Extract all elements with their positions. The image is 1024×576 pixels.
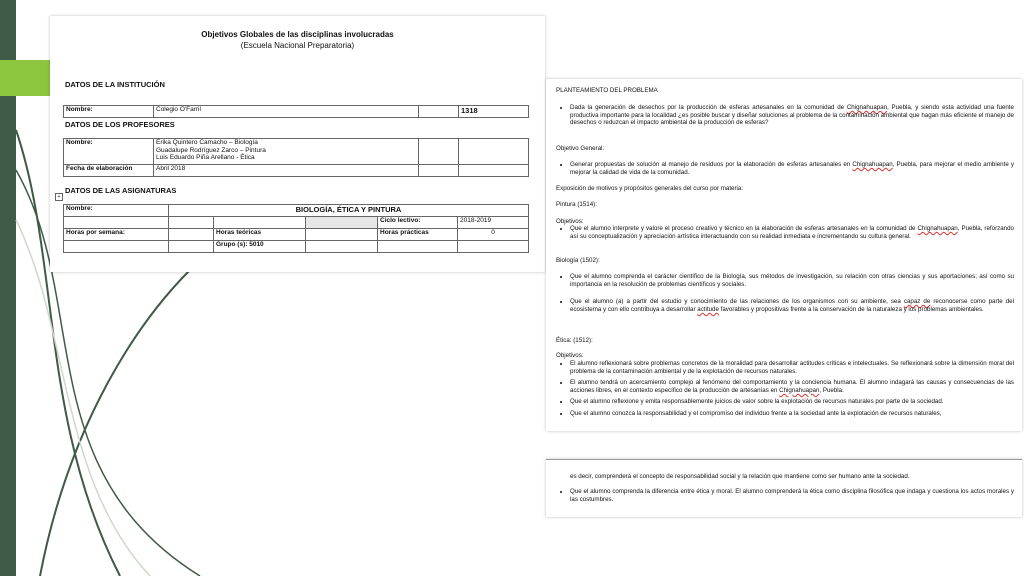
objetivo-general-heading: Objetivo General: [556,145,605,152]
teacher-entry: Luis Eduardo Piña Arellano - Ética [156,154,255,161]
horas-practicas-label: Horas prácticas [378,229,458,241]
grupo-value: Grupo (s): 5010 [214,241,306,253]
horas-practicas-value: 0 [458,229,529,241]
etica-list [556,360,1014,418]
fecha-value: Abril 2018 [154,165,419,177]
document-page-continuation [546,459,1022,517]
exposicion-text: Exposición de motivos y propósitos generales del curso por materia: [556,185,744,192]
teacher-entry: Guadalupe Rodríguez Zarco – Pintura [156,146,266,154]
biologia-item: • Que el alumno comprenda el carácter científico de la Biología, sus métodos de investigación, su relación con otras ciencias y sus aportaciones; así como su importancia en la resolución de problemas científicos y sociales. [570,273,1014,288]
colegio-value: Colegio O'Farril [154,106,419,118]
horas-semana-label: Horas por semana: [64,229,169,241]
nombre-label: Nombre: [64,139,154,165]
biologia-item: • Que el alumno (a) a partir del estudio y conocimiento de las relaciones de los organismos con su ambiente, sea capaz de reconocerse como parte del ecosistema y con ello contribuya a desarrollar actitude favorables y propositivas frente a la conservación de la naturaleza y los problemas ambientales. [570,298,1014,313]
etica-item: • El alumno reflexionará sobre problemas concretos de la moralidad para desarrollar actitudes críticas e intelectuales. Se reflexionará sobre la dimensión moral del problema de la contaminación ambiental y de la explotación de recursos naturales. [570,360,1014,375]
page-break-line [546,459,1022,463]
doc-subtitle: (Escuela Nacional Preparatoria) [240,41,355,50]
etica-heading: Ética: (1512): [556,337,593,344]
continuation-text: es decir, comprenderá el concepto de responsabilidad social y la relación que mantiene como ser humano ante la sociedad. [570,473,910,480]
pintura-list [556,225,1014,240]
institution-table [63,105,529,118]
ciclo-value: 2018-2019 [458,217,529,229]
subjects-name: BIOLOGÍA, ÉTICA Y PINTURA [169,205,529,217]
institution-number: 1318 [459,106,529,118]
objetivo-general-list [556,161,1014,176]
etica-list-continued [556,488,1014,503]
pintura-heading: Pintura (1514): [556,201,597,208]
teachers-heading: DATOS DE LOS PROFESORES [65,120,175,129]
etica-item: • El alumno tendrá un acercamiento complejo al fenómeno del comportamiento y la conciencia humana. El alumno indagará las causas y consecuencias de las acciones libres, en el contexto específico de la producción de artesanías en Chignahuapan, Puebla. [570,379,1014,394]
table-anchor-icon[interactable]: + [55,193,63,201]
doc-title: Objetivos Globales de las disciplinas involucradas [201,30,394,39]
ciclo-label: Ciclo lectivo: [378,217,458,229]
planteamiento-list [556,104,1014,127]
pintura-item: • Que el alumno interprete y valore el proceso creativo y técnico en la elaboración de esferas artesanales en la comunidad de Chignahuapan, Puebla, reforzando así su conceptualización y apreciación artística interactuando con su realidad inmediata e incrementando su cultura general. [570,225,1014,240]
objetivos-label: Objetivos: [556,218,584,225]
biologia-list [556,273,1014,313]
horas-teoricas-label: Horas teóricas [214,229,306,241]
subjects-table [63,204,529,253]
biologia-heading: Biología (1502): [556,257,600,264]
document-page-problem [546,79,1022,431]
planteamiento-heading: PLANTEAMIENTO DEL PROBLEMA [556,87,658,94]
document-page-institution [50,16,545,272]
teachers-table [63,138,529,177]
objetivo-general-item: • Generar propuestas de solución al manejo de residuos por la elaboración de esferas artesanales en Chignahuapan, Puebla, para mejorar el medio ambiente y mejorar la calidad de vida de la comunidad. [570,161,1014,176]
subjects-heading: DATOS DE LAS ASIGNATURAS [65,186,177,195]
etica-item: • Que el alumno comprenda la diferencia entre ética y moral. El alumno comprenderá la ética como disciplina filosófica que indaga y cuestiona los actos morales y las costumbres. [570,488,1014,503]
etica-item: • Que el alumno conozca la responsabilidad y el compromiso del individuo frente a la sociedad ante la explotación de recursos naturales, [570,410,1014,418]
planteamiento-item: • Dada la generación de desechos por la producción de esferas artesanales en la comunidad de Chignahuapan, Puebla, y siendo esta actividad una fuente productiva importante para la localidad ¿es posible buscar y diseñar soluciones al problema de la contaminación ambiental que hagan más eficiente el manejo de desechos o reduzcan el impacto ambiental de la producción de esferas? [570,104,1014,127]
institution-heading: DATOS DE LA INSTITUCIÓN [65,80,165,89]
nombre-label: Nombre: [64,205,169,217]
teachers-list [154,139,419,165]
objetivos-label: Objetivos: [556,352,584,359]
fecha-label: Fecha de elaboración [64,165,154,177]
etica-item: • Que el alumno reflexione y emita responsablemente juicios de valor sobre la explotación de recursos naturales por parte de la sociedad. [570,398,1014,406]
nombre-label: Nombre: [64,106,154,118]
teacher-entry: Erika Quintero Camacho – Biología [156,139,258,146]
